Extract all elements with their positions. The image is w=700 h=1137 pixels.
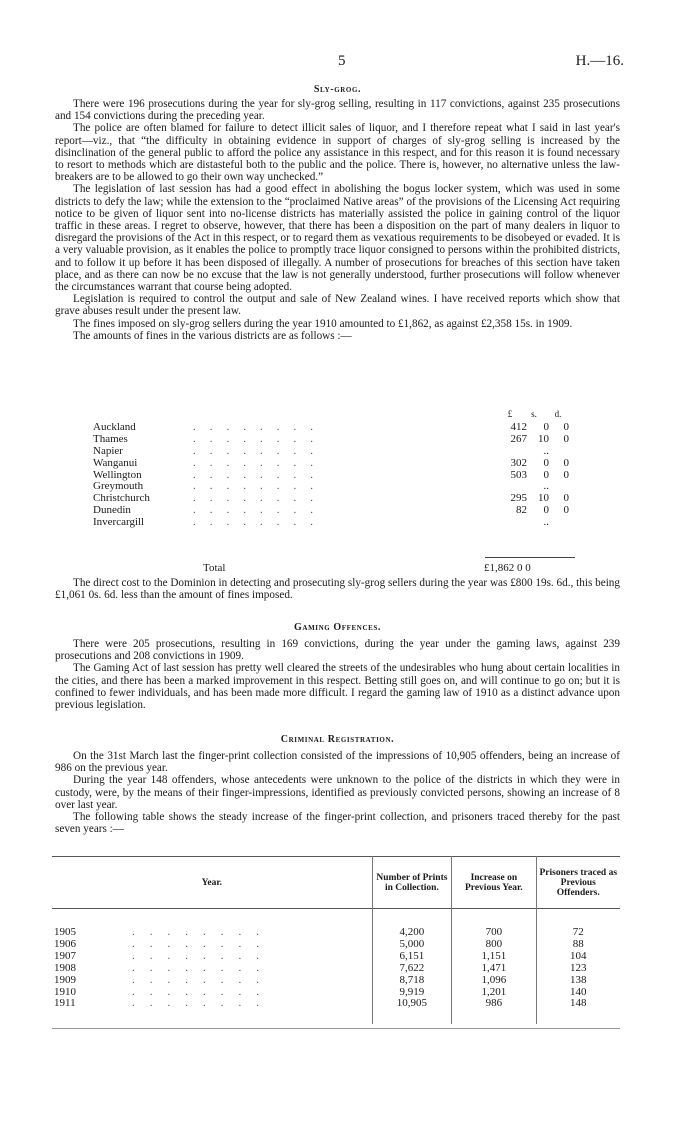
sly-grog-section <box>55 84 620 342</box>
district-name: Dunedin <box>93 504 131 517</box>
finger-print-table <box>52 856 620 1024</box>
pounds: 503 <box>510 468 527 481</box>
prisoners: 104 <box>536 951 620 963</box>
increase: 1,471 <box>452 963 536 975</box>
district-name: Wanganui <box>93 456 138 469</box>
gaming-section <box>55 622 620 711</box>
fines-row: Greymouth ........ .. <box>93 480 549 493</box>
table-row: 1911 ........ 10,905 986 148 <box>52 998 620 1024</box>
prisoners: 148 <box>536 998 620 1024</box>
total-label: Total <box>203 562 226 574</box>
district-name: Thames <box>93 432 128 445</box>
prints: 7,622 <box>372 963 452 975</box>
prisoners: 140 <box>536 987 620 999</box>
document-reference: H.—16. <box>575 53 624 69</box>
prints: 9,919 <box>372 987 452 999</box>
pounds: 302 <box>510 456 527 469</box>
pounds: 295 <box>510 492 527 505</box>
year: 1910 <box>54 985 76 998</box>
shillings: 10 <box>538 492 549 505</box>
total-rule <box>485 557 575 558</box>
fines-row: Thames ........ 267 10 0 <box>93 432 569 445</box>
increase: 800 <box>452 939 536 951</box>
fines-row: Auckland ........ 412 0 0 <box>93 421 569 433</box>
fines-row: Invercargill ........ .. <box>93 516 549 529</box>
paragraph: The police are often blamed for failure to detect illicit sales of liquor, and I therefore repeat what I said in last year's report—viz., that “the difficulty in obtaining evidence in support of charges of sly-grog selling is increased by the disinclination of the general public to afford the police any assistance in this respect, and for this reason it is found necessary to resort to methods which are distasteful both to the public and the police. There is, however, no alternative unless the law-breakers are to be allowed to go their own way unchecked.” <box>55 122 620 184</box>
pence: 0 <box>563 432 569 445</box>
prisoners: 72 <box>536 909 620 939</box>
page-header <box>55 53 624 73</box>
prisoners: 88 <box>536 939 620 951</box>
paragraph: On the 31st March last the finger-print collection consisted of the impressions of 10,905 offenders, being an increase of 986 on the previous year. <box>55 750 620 775</box>
shillings: 0 <box>543 421 549 433</box>
col-year: Year. <box>201 877 223 888</box>
col-prisoners: Prisoners traced as Previous Offenders. <box>536 857 620 909</box>
fines-row: Dunedin ........ 82 0 0 <box>93 504 569 517</box>
paragraph: Legislation is required to control the output and sale of New Zealand wines. I have received reports which show that grave abuses result under the present law. <box>55 293 620 318</box>
paragraph: The fines imposed on sly-grog sellers during the year 1910 amounted to £1,862, as against £2,358 15s. in 1909. <box>73 317 573 330</box>
prisoners: 138 <box>536 975 620 987</box>
shillings: 0 <box>543 468 549 481</box>
pence: 0 <box>563 421 569 433</box>
fines-table <box>55 409 620 529</box>
table-row: 1907 ........ 6,151 1,151 104 <box>52 951 620 963</box>
table-row: 1906 ........ 5,000 800 88 <box>52 939 620 951</box>
pounds: 82 <box>516 504 527 517</box>
unit-pounds: £ <box>507 409 513 419</box>
total-value: £1,862 0 0 <box>484 562 531 574</box>
shillings: .. <box>543 480 549 493</box>
increase: 1,096 <box>452 975 536 987</box>
paragraph: The following table shows the steady increase of the finger-print collection, and prisoners traced thereby for the past seven years :— <box>55 811 620 836</box>
prints: 5,000 <box>372 939 452 951</box>
year: 1906 <box>54 937 76 950</box>
shillings: 10 <box>538 432 549 445</box>
district-name: Napier <box>93 444 123 457</box>
fines-row: Christchurch ........ 295 10 0 <box>93 492 569 505</box>
direct-cost-paragraph <box>55 577 620 601</box>
increase: 700 <box>452 909 536 939</box>
pence: 0 <box>563 456 569 469</box>
prints: 6,151 <box>372 951 452 963</box>
year: 1909 <box>54 973 76 986</box>
paragraph: During the year 148 offenders, whose antecedents were unknown to the police of the districts in which they were in custody, were, by the means of their finger-impressions, identified as previously convicted persons, showing an increase of 8 over last year. <box>55 774 620 811</box>
table-row: 1905 ........ 4,200 700 72 <box>52 909 620 939</box>
sly-grog-heading: Sly-grog. <box>313 84 362 95</box>
year: 1908 <box>54 961 76 974</box>
criminal-heading: Criminal Registration. <box>280 734 395 745</box>
paragraph: The amounts of fines in the various districts are as follows :— <box>73 329 352 342</box>
col-increase: Increase on Previous Year. <box>452 857 536 909</box>
prints: 8,718 <box>372 975 452 987</box>
prisoners: 123 <box>536 963 620 975</box>
col-prints: Number of Prints in Collection. <box>372 857 452 909</box>
fines-row: Wanganui ........ 302 0 0 <box>93 456 569 469</box>
table-row: 1909 ........ 8,718 1,096 138 <box>52 975 620 987</box>
increase: 1,151 <box>452 951 536 963</box>
prints: 10,905 <box>372 998 452 1024</box>
year: 1911 <box>54 997 76 1010</box>
prints: 4,200 <box>372 909 452 939</box>
district-name: Invercargill <box>93 516 145 529</box>
district-name: Greymouth <box>93 480 144 493</box>
unit-pence: d. <box>554 409 562 419</box>
table-row: 1908 ........ 7,622 1,471 123 <box>52 963 620 975</box>
shillings: .. <box>543 516 549 529</box>
shillings: 0 <box>543 456 549 469</box>
increase: 986 <box>452 998 536 1024</box>
currency-units <box>498 409 570 419</box>
table-row: 1910 ........ 9,919 1,201 140 <box>52 987 620 999</box>
fines-row: Napier ........ .. <box>93 444 549 457</box>
paragraph: The Gaming Act of last session has pretty well cleared the streets of the undesirables who hung about certain localities in the cities, and there has been a marked improvement in this respect. Betting still goes on, and will continue to go on; but it is confined to fewer individuals, and has been made more difficult. I regard the gaming law of 1910 as a distinct advance upon previous legislation. <box>55 662 620 712</box>
gaming-heading: Gaming Offences. <box>294 622 381 633</box>
table-bottom-rule <box>52 1028 620 1029</box>
district-name: Auckland <box>93 421 136 433</box>
criminal-registration-section <box>55 734 620 835</box>
year: 1905 <box>54 926 76 938</box>
shillings: 0 <box>543 504 549 517</box>
year: 1907 <box>54 949 76 962</box>
paragraph: The direct cost to the Dominion in detecting and prosecuting sly-grog sellers during the year was £800 19s. 6d., this being £1,061 0s. 6d. less than the amount of fines imposed. <box>55 577 620 602</box>
increase: 1,201 <box>452 987 536 999</box>
pounds: 412 <box>510 421 527 433</box>
pence: 0 <box>563 468 569 481</box>
page-number: 5 <box>338 53 346 69</box>
paragraph: The legislation of last session has had a good effect in abolishing the bogus locker system, which was used in some districts to defy the law; while the extension to the “proclaimed Native areas” of the provisions of the Licensing Act requiring notice to be given of liquor sent into no-license districts has materially assisted the police in gaining control of the liquor traffic in these areas. I regret to observe, however, that there has been a disposition on the part of many dealers in liquor to disregard the provisions of the Act in this respect, or to regard them as vexatious requirements to be disobeyed or evaded. It is a very valuable provision, as it enables the police to promptly trace liquor consigned to persons within the prohibited districts, and to follow it up before it has been disposed of illegally. A number of prosecutions for breaches of this section have taken place, and as there can now be no excuse that the law is not generally understood, further prosecutions will follow whenever the circumstances warrant that course being adopted. <box>55 183 620 294</box>
pounds: 267 <box>510 432 527 445</box>
district-name: Wellington <box>93 468 142 481</box>
shillings: .. <box>543 444 549 457</box>
paragraph: There were 196 prosecutions during the year for sly-grog selling, resulting in 117 convictions, against 235 prosecutions and 154 convictions during the preceding year. <box>55 98 620 123</box>
pence: 0 <box>563 504 569 517</box>
paragraph: There were 205 prosecutions, resulting in 169 convictions, during the year under the gaming laws, against 239 prosecutions and 208 convictions in 1909. <box>55 638 620 663</box>
district-name: Christchurch <box>93 492 150 505</box>
pence: 0 <box>563 492 569 505</box>
fines-row: Wellington ........ 503 0 0 <box>93 468 569 481</box>
unit-shillings: s. <box>531 409 537 419</box>
